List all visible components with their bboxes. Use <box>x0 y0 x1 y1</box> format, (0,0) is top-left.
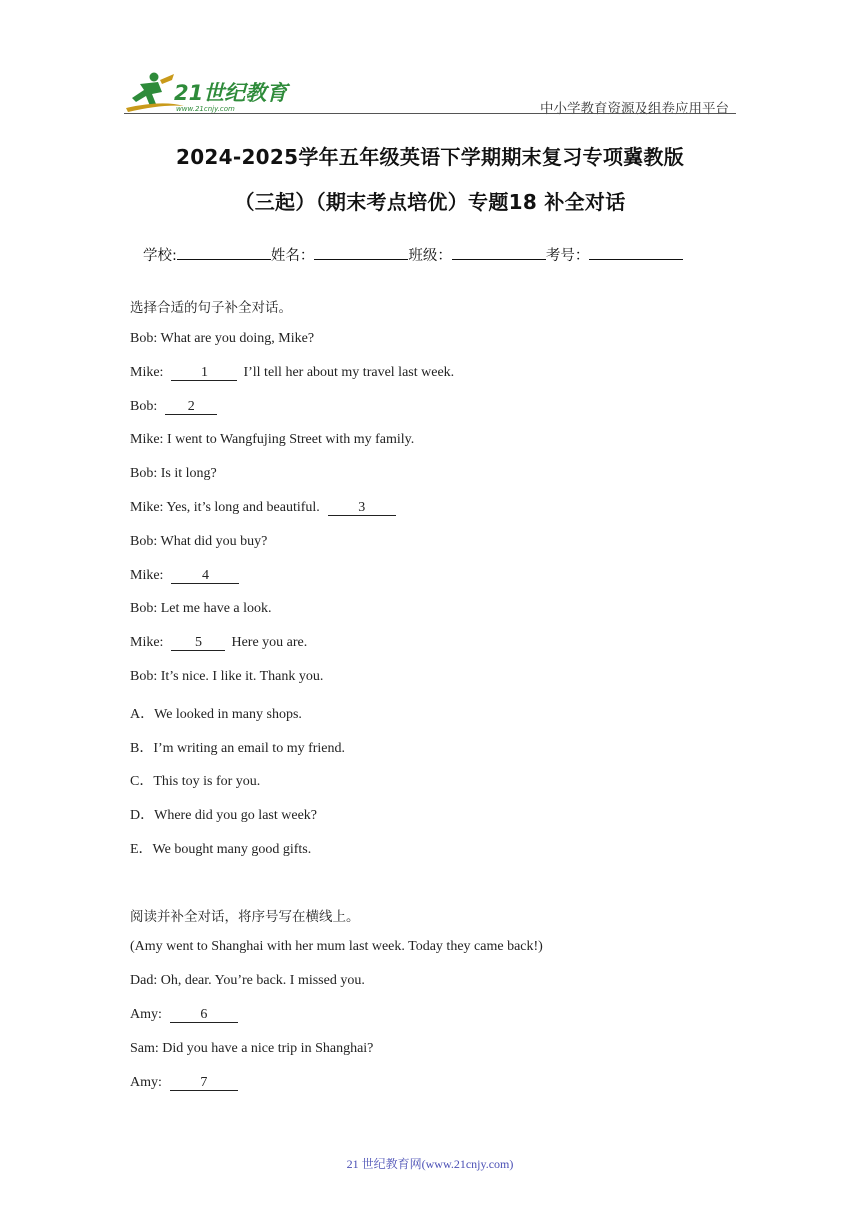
answer-blank-7[interactable]: 7 <box>170 1076 238 1091</box>
speaker-label: Mike: <box>130 568 164 583</box>
class-label: 班级： <box>408 248 452 264</box>
dialogue-text: Here you are. <box>231 635 308 650</box>
section2-instruction: 阅读并补全对话，将序号写在横线上。 <box>130 909 360 925</box>
dialogue-text: I’ll tell her about my travel last week. <box>243 365 455 380</box>
answer-blank-3[interactable]: 3 <box>328 501 396 516</box>
logo-url-text: www.21cnjy.com <box>176 105 235 113</box>
runner-logo-icon <box>122 70 292 116</box>
option-d: D．Where did you go last week? <box>130 808 317 823</box>
option-c: C．This toy is for you. <box>130 774 261 789</box>
class-field[interactable] <box>452 245 546 260</box>
dialogue-line <box>130 500 402 516</box>
answer-blank-1[interactable]: 1 <box>171 366 237 381</box>
logo-text: 21世纪教育 <box>174 81 288 105</box>
speaker-label: Amy: <box>130 1007 162 1022</box>
dialogue-line <box>130 1075 244 1091</box>
speaker-label: Bob: <box>130 399 158 414</box>
dialogue-line <box>130 568 245 584</box>
number-label: 考号： <box>545 248 590 264</box>
dialogue-line <box>130 1007 244 1023</box>
answer-blank-4[interactable]: 4 <box>171 569 239 584</box>
dialogue-line: Bob: What are you doing, Mike? <box>130 331 315 346</box>
school-field[interactable] <box>177 245 271 260</box>
student-info-row <box>143 244 683 265</box>
option-e: E．We bought many good gifts. <box>130 842 312 857</box>
dialogue-line <box>130 635 307 651</box>
site-logo <box>122 70 292 116</box>
speaker-label: Amy: <box>130 1075 162 1090</box>
dialogue-line <box>130 365 454 381</box>
answer-blank-2[interactable]: 2 <box>165 400 217 415</box>
section1-instruction: 选择合适的句子补全对话。 <box>130 300 292 316</box>
dialogue-text: Mike: Yes, it’s long and beautiful. <box>130 500 320 515</box>
answer-blank-5[interactable]: 5 <box>171 636 225 651</box>
name-field[interactable] <box>314 245 408 260</box>
dialogue-line: (Amy went to Shanghai with her mum last week. Today they came back!) <box>130 939 543 954</box>
platform-label: 中小学教育资源及组卷应用平台 <box>540 101 729 117</box>
name-label: 姓名： <box>270 248 315 264</box>
school-label: 学校: <box>143 248 177 264</box>
answer-blank-6[interactable]: 6 <box>170 1008 238 1023</box>
dialogue-line: Sam: Did you have a nice trip in Shanghai? <box>130 1041 374 1056</box>
speaker-label: Mike: <box>130 635 164 650</box>
dialogue-line: Bob: Is it long? <box>130 466 217 481</box>
page-title-line-1: 2024-2025学年五年级英语下学期期末复习专项冀教版 <box>175 145 685 169</box>
speaker-label: Mike: <box>130 365 164 380</box>
dialogue-line: Bob: It’s nice. I like it. Thank you. <box>130 669 324 684</box>
dialogue-line: Bob: Let me have a look. <box>130 601 272 616</box>
option-a: A．We looked in many shops. <box>130 707 302 722</box>
dialogue-line: Bob: What did you buy? <box>130 534 268 549</box>
number-field[interactable] <box>589 245 683 260</box>
dialogue-line: Dad: Oh, dear. You’re back. I missed you. <box>130 973 365 988</box>
page-footer: 21 世纪教育网(www.21cnjy.com) <box>346 1157 514 1171</box>
dialogue-line: Mike: I went to Wangfujing Street with my family. <box>130 432 415 447</box>
dialogue-line <box>130 399 223 415</box>
option-b: B．I’m writing an email to my friend. <box>130 741 346 756</box>
page-title-line-2: （三起）（期末考点培优）专题18 补全对话 <box>234 190 626 214</box>
header-divider <box>124 113 736 114</box>
